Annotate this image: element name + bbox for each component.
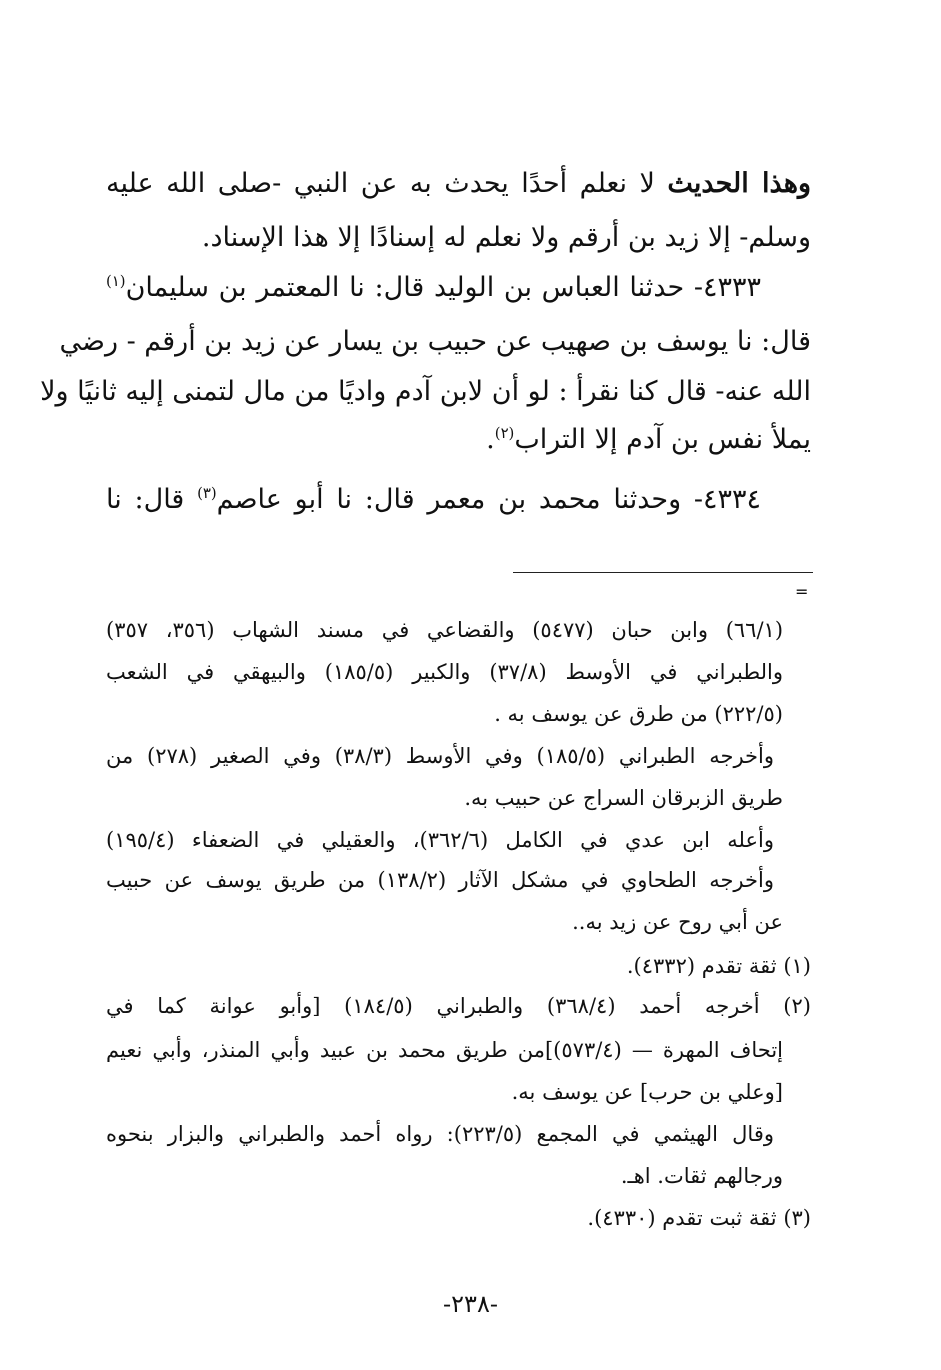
page-number: -٢٣٨- [443, 1290, 498, 1318]
main-line-5-text: الله عنه- قال كنا نقرأ : لو أن لابن آدم واديًا من مال لتمنى إليه ثانيًا ولا [40, 376, 811, 407]
footnote-line-14: ورجالهم ثقات. اهـ. [620, 1164, 783, 1188]
footnote-line-2: والطبراني في الأوسط (٣٧/٨) والكبير (١٨٥/٥) والبيهقي في الشعب [106, 660, 783, 684]
main-line-1 [106, 162, 811, 206]
hadith-4334-start: ٤٣٣٤- وحدثنا محمد بن معمر قال: نا أبو عاصم [216, 484, 762, 515]
main-line-1-text: لا نعلم أحدًا يحدث به عن النبي -صلى الله عليه [106, 168, 655, 199]
footnote-ref-3: (٣) [197, 484, 217, 502]
main-line-2-text: وسلم- إلا زيد بن أرقم ولا نعلم له إسنادًا إلا هذا الإسناد. [201, 222, 811, 253]
footnote-line-5: طريق الزبرقان السراج عن حبيب به. [464, 786, 783, 810]
footnote-line-3: (٢٢٢/٥) من طرق عن يوسف به . [494, 702, 783, 726]
main-line-7 [106, 478, 761, 522]
footnote-separator [513, 572, 813, 573]
footnote-line-6: وأعله ابن عدي في الكامل (٣٦٢/٦)، والعقيلي في الضعفاء (١٩٥/٤) [106, 828, 774, 852]
main-line-3 [106, 266, 761, 310]
main-line-4 [59, 320, 811, 364]
footnote-line-12: [وعلي بن حرب] عن يوسف به. [511, 1080, 783, 1104]
footnote-line-4: وأخرجه الطبراني (١٨٥/٥) وفي الأوسط (٣٨/٣) وفي الصغير (٢٧٨) من [106, 744, 774, 768]
main-line-7-end: قال: نا [106, 484, 185, 515]
footnote-line-10: (٢) أخرجه أحمد (٣٦٨/٤) والطبراني (١٨٤/٥) [وأبو عوانة كما في [106, 994, 811, 1018]
main-line-6-end: . [486, 424, 495, 455]
footnote-line-15: (٣) ثقة ثبت تقدم (٤٣٣٠). [587, 1206, 811, 1230]
main-line-2 [106, 216, 811, 260]
bold-lead: وهذا الحديث [667, 168, 811, 199]
continuation-mark: = [795, 582, 809, 601]
footnote-ref-2: (٢) [494, 424, 515, 442]
main-line-4-text: قال: نا يوسف بن صهيب عن حبيب بن يسار عن زيد بن أرقم - رضي [59, 326, 811, 357]
footnote-line-7: وأخرجه الطحاوي في مشكل الآثار (١٣٨/٢) من طريق يوسف عن حبيب [106, 868, 774, 892]
footnote-line-9: (١) ثقة تقدم (٤٣٣٢). [626, 954, 811, 978]
main-line-5 [40, 370, 811, 414]
footnote-line-8: عن أبي روح عن زيد به.. [572, 910, 783, 934]
footnote-line-1: (٦٦/١) وابن حبان (٥٤٧٧) والقضاعي في مسند الشهاب (٣٥٦، ٣٥٧) [106, 618, 784, 642]
footnote-line-13: وقال الهيثمي في المجمع (٢٢٣/٥): رواه أحمد والطبراني والبزار بنحوه [106, 1122, 775, 1146]
main-line-6 [106, 418, 811, 462]
footnote-ref-1: (١) [106, 272, 126, 290]
footnote-line-11: إتحاف المهرة — (٥٧٣/٤)]من طريق محمد بن عبيد وأبي المنذر، وأبي نعيم [106, 1038, 784, 1062]
hadith-4333-start: ٤٣٣٣- حدثنا العباس بن الوليد قال: نا المعتمر بن سليمان [125, 272, 761, 303]
main-line-6-text: يملأ نفس بن آدم إلا التراب [514, 424, 811, 455]
